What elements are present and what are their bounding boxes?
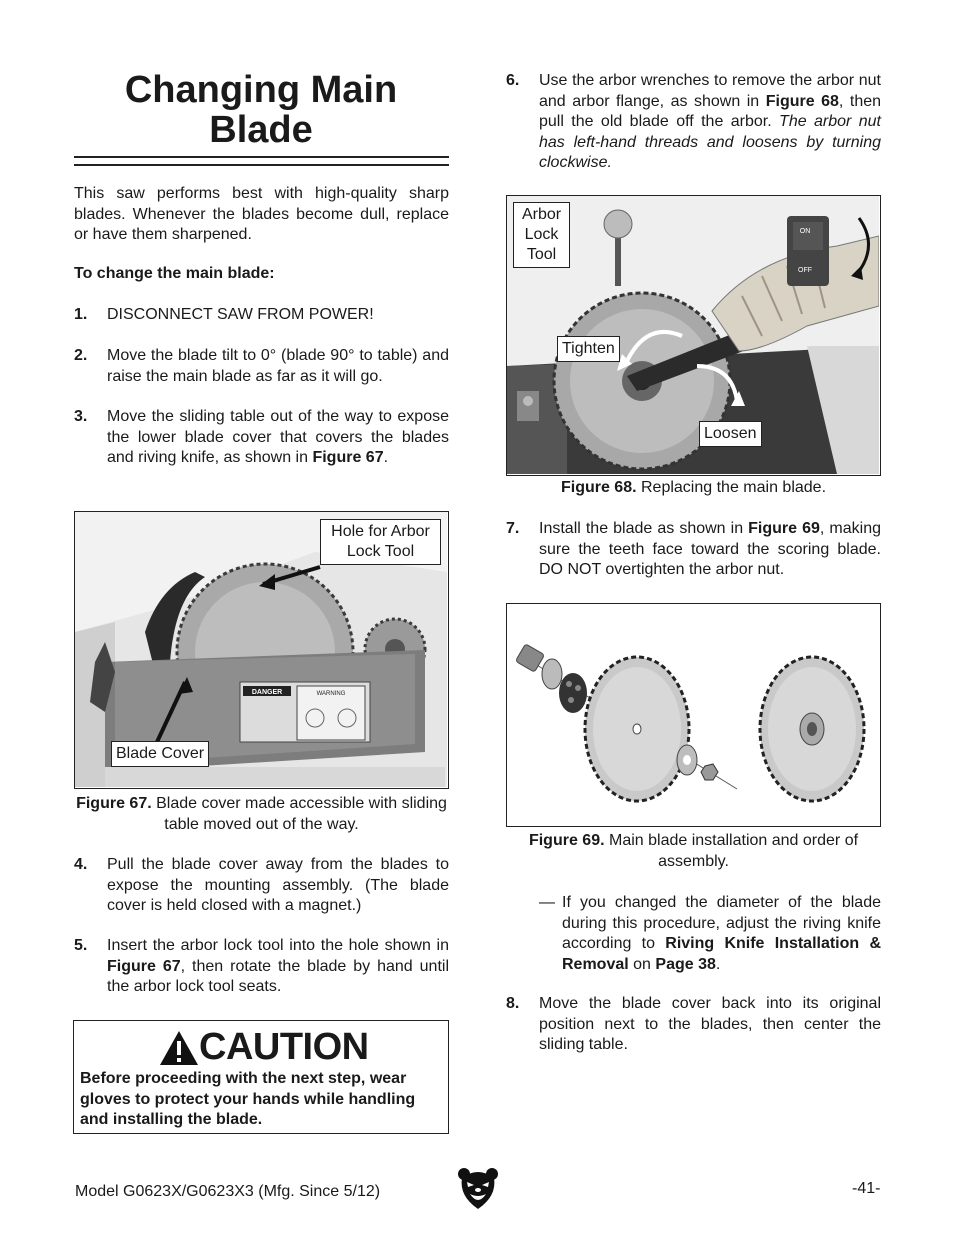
callout-arbor-lock-tool: Arbor Lock Tool (513, 202, 570, 268)
danger-decal-text: DANGER (251, 689, 283, 696)
figure-69-diagram (506, 603, 881, 827)
caution-title: CAUTION (199, 1026, 369, 1068)
left-hand-thread-note: The arbor nut has left-hand threads and loosens by turning clockwise. (539, 113, 881, 171)
step-2-text: Move the blade tilt to 0° (blade 90° to table) and raise the main blade as far as it will go. (107, 347, 449, 385)
footer-page-number: -41- (852, 1180, 881, 1197)
step-4-number: 4. (74, 856, 88, 873)
step-8-text: Move the blade cover back into its original position next to the blades, then center the sliding table. (539, 995, 881, 1053)
figure-67-ref-2: Figure 67 (107, 957, 181, 975)
note-text: If you changed the diameter of the blade during this procedure, adjust the riving knife according to Riving Knife Installation & Removal on Page 38. (562, 894, 882, 973)
step-3-number: 3. (74, 408, 88, 425)
warning-decal-text: WARNING (316, 691, 346, 697)
intro-paragraph: This saw performs best with high-quality sharp blades. Whenever the blades become dull, replace or have them sharpened. (74, 185, 449, 243)
step-3-text: Move the sliding table out of the way to expose the lower blade cover that covers the blades and riving knife, as shown in Figure 67. (107, 408, 449, 466)
step-5-number: 5. (74, 937, 88, 954)
warning-triangle-icon (159, 1030, 199, 1066)
callout-blade-cover: Blade Cover (111, 741, 209, 767)
callout-tighten: Tighten (557, 336, 620, 362)
step-7-text: Install the blade as shown in Figure 69, making sure the teeth face toward the scoring blade. DO NOT overtighten the arbor nut. (539, 520, 881, 578)
figure-68-ref: Figure 68 (765, 92, 839, 110)
callout-hole-for-arbor-lock-tool: Hole for Arbor Lock Tool (320, 519, 441, 565)
footer-model: Model G0623X/G0623X3 (Mfg. Since 5/12) (75, 1183, 381, 1200)
step-5-text: Insert the arbor lock tool into the hole shown in Figure 67, then rotate the blade by hand until the arbor lock tool seats. (107, 937, 449, 995)
title-rule-top (74, 156, 449, 158)
step-8-number: 8. (506, 995, 520, 1012)
figure-67-caption: Figure 67. Blade cover made accessible with sliding table moved out of the way. (76, 795, 447, 833)
page-title: Changing Main Blade (124, 69, 398, 151)
bear-logo-icon (457, 1166, 499, 1210)
step-1-number: 1. (74, 306, 88, 323)
switch-off-label: OFF (798, 267, 812, 274)
title-rule-bottom (74, 164, 449, 166)
figure-69-caption: Figure 69. Main blade installation and order of assembly. (528, 832, 859, 870)
caution-box (73, 1020, 449, 1134)
blade-assembly-order-illustration (507, 604, 879, 825)
figure-68-photo (506, 195, 881, 476)
subhead: To change the main blade: (74, 265, 275, 282)
caution-header (159, 1026, 369, 1069)
step-6-number: 6. (506, 72, 520, 89)
figure-68-caption: Figure 68. Replacing the main blade. (560, 479, 827, 496)
callout-loosen: Loosen (699, 421, 762, 447)
switch-on-label: ON (799, 228, 811, 235)
step-1-text: DISCONNECT SAW FROM POWER! (107, 306, 374, 323)
figure-69-ref: Figure 69 (748, 520, 820, 537)
step-4-text: Pull the blade cover away from the blades to expose the mounting assembly. (The blade cover is held closed with a magnet.) (107, 856, 449, 914)
step-6-text: Use the arbor wrenches to remove the arbor nut and arbor flange, as shown in Figure 68, then pull the old blade off the arbor. The arbor nut has left-hand threads and loosens by turning clockwise. (539, 72, 882, 171)
step-2-number: 2. (74, 347, 88, 364)
note-dash: — (539, 894, 555, 911)
page-38-ref: Page 38 (655, 955, 716, 973)
figure-67-ref: Figure 67 (312, 449, 384, 466)
step-7-number: 7. (506, 520, 520, 537)
figure-67-photo (74, 511, 449, 789)
riving-knife-ref: Riving Knife Installation & Removal (562, 935, 882, 973)
caution-text: Before proceeding with the next step, wear gloves to protect your hands while handling and installing the blade. (80, 1070, 416, 1128)
